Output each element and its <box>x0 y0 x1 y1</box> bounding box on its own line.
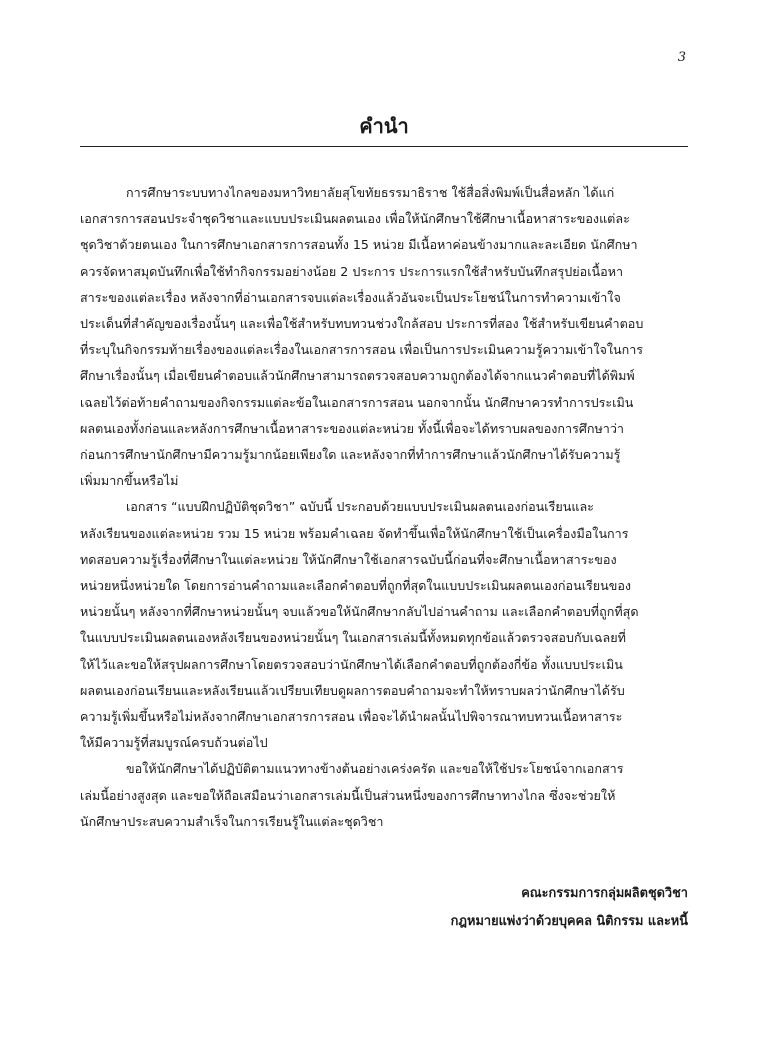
signature-course: กฎหมายแพ่งว่าด้วยบุคคล นิติกรรม และหนี้ <box>450 914 688 929</box>
paragraph-line: ในแบบประเมินผลตนเองหลังเรียนของหน่วยนั้นๆ ในเอกสารเล่มนี้ทั้งหมดทุกข้อแล้วตรวจสอบกับเฉลยที่ <box>80 630 626 646</box>
paragraph-line: เอกสาร “แบบฝึกปฏิบัติชุดวิชา” ฉบับนี้ ประกอบด้วยแบบประเมินผลตนเองก่อนเรียนและ <box>126 499 594 515</box>
paragraph-line: ที่ระบุในกิจกรรมท้ายเรื่องของแต่ละเรื่องในเอกสารการสอน เพื่อเป็นการประเมินความรู้ความเข้าใจในการ <box>80 342 644 358</box>
paragraph-2 <box>80 494 688 756</box>
paragraph-line: ความรู้เพิ่มขึ้นหรือไม่หลังจากศึกษาเอกสารการสอน เพื่อจะได้นำผลนั้นไปพิจารณาทบทวนเนื้อหาสาระ <box>80 709 623 725</box>
paragraph-3 <box>80 756 688 835</box>
paragraph-line: ก่อนการศึกษานักศึกษามีความรู้มากน้อยเพียงใด และหลังจากที่ทำการศึกษาแล้วนักศึกษาได้รับความรู้ <box>80 447 621 463</box>
page-number: 3 <box>677 50 686 65</box>
signature-block <box>451 880 688 936</box>
paragraph-line: ให้ไว้และขอให้สรุปผลการศึกษาโดยตรวจสอบว่านักศึกษาได้เลือกคำตอบที่ถูกต้องกี่ข้อ ทั้งแบบประเมิน <box>80 656 623 672</box>
paragraph-line: ผลตนเองก่อนเรียนและหลังเรียนแล้วเปรียบเทียบดูผลการตอบคำถามจะทำให้ทราบผลว่านักศึกษาได้รับ <box>80 682 625 698</box>
paragraph-line: ควรจัดหาสมุดบันทึกเพื่อใช้ทำกิจกรรมอย่างน้อย 2 ประการ ประการแรกใช้สำหรับบันทึกสรุปย่อเนื้อหา <box>80 263 624 279</box>
paragraph-line: ขอให้นักศึกษาได้ปฏิบัติตามแนวทางข้างต้นอย่างเคร่งครัด และขอให้ใช้ประโยชน์จากเอกสาร <box>126 761 624 777</box>
paragraph-line: ผลตนเองทั้งก่อนและหลังการศึกษาเนื้อหาสาระของแต่ละหน่วย ทั้งนี้เพื่อจะได้ทราบผลของการศึกษาว่า <box>80 420 625 436</box>
paragraph-line: หน่วยนั้นๆ หลังจากที่ศึกษาหน่วยนั้นๆ จบแล้วขอให้นักศึกษากลับไปอ่านคำถาม และเลือกคำตอบที่ถูกที่สุด <box>80 604 639 620</box>
paragraph-line: ทดสอบความรู้เรื่องที่ศึกษาในแต่ละหน่วย ให้นักศึกษาใช้เอกสารฉบับนี้ก่อนที่จะศึกษาเนื้อหาสาระของ <box>80 551 617 567</box>
paragraph-1 <box>80 180 688 494</box>
paragraph-line: หลังเรียนของแต่ละหน่วย รวม 15 หน่วย พร้อมคำเฉลย จัดทำขึ้นเพื่อให้นักศึกษาใช้เป็นเครื่องมือในการ <box>80 525 629 541</box>
paragraph-line: ชุดวิชาด้วยตนเอง ในการศึกษาเอกสารการสอนทั้ง 15 หน่วย มีเนื้อหาค่อนข้างมากและละเอียด นักศึกษา <box>80 237 638 253</box>
paragraph-line: สาระของแต่ละเรื่อง หลังจากที่อ่านเอกสารจบแต่ละเรื่องแล้วอันจะเป็นประโยชน์ในการทำความเข้าใจ <box>80 289 621 305</box>
signature-committee: คณะกรรมการกลุ่มผลิตชุดวิชา <box>521 886 688 901</box>
paragraph-line: ให้มีความรู้ที่สมบูรณ์ครบถ้วนต่อไป <box>80 735 268 751</box>
paragraph-line: ประเด็นที่สำคัญของเรื่องนั้นๆ และเพื่อใช้สำหรับทบทวนช่วงใกล้สอบ ประการที่สอง ใช้สำหรับเขียนคำตอบ <box>80 316 644 332</box>
paragraph-line: เอกสารการสอนประจำชุดวิชาและแบบประเมินผลตนเอง เพื่อให้นักศึกษาใช้ศึกษาเนื้อหาสาระของแต่ละ <box>80 211 630 227</box>
paragraph-line: เฉลยไว้ต่อท้ายคำถามของกิจกรรมแต่ละข้อในเอกสารการสอน นอกจากนั้น นักศึกษาควรทำการประเมิน <box>80 394 634 410</box>
paragraph-line: ศึกษาเรื่องนั้นๆ เมื่อเขียนคำตอบแล้วนักศึกษาสามารถตรวจสอบความถูกต้องได้จากแนวคำตอบที่ได้พิมพ์ <box>80 368 635 384</box>
body-text <box>80 180 688 835</box>
page-title: คำนำ <box>359 114 409 138</box>
title-divider <box>80 146 688 147</box>
paragraph-line: การศึกษาระบบทางไกลของมหาวิทยาลัยสุโขทัยธรรมาธิราช ใช้สื่อสิ่งพิมพ์เป็นสื่อหลัก ได้แก่ <box>126 185 615 200</box>
paragraph-line: เล่มนี้อย่างสูงสุด และขอให้ถือเสมือนว่าเอกสารเล่มนี้เป็นส่วนหนึ่งของการศึกษาทางไกล ซึ่งจะช่วยให้ <box>80 787 616 803</box>
paragraph-line: นักศึกษาประสบความสำเร็จในการเรียนรู้ในแต่ละชุดวิชา <box>80 813 384 829</box>
paragraph-line: หน่วยหนึ่งหน่วยใด โดยการอ่านคำถามและเลือกคำตอบที่ถูกที่สุดในแบบประเมินผลตนเองก่อนเรียนของ <box>80 578 632 594</box>
paragraph-line: เพิ่มมากขึ้นหรือไม่ <box>80 473 179 489</box>
